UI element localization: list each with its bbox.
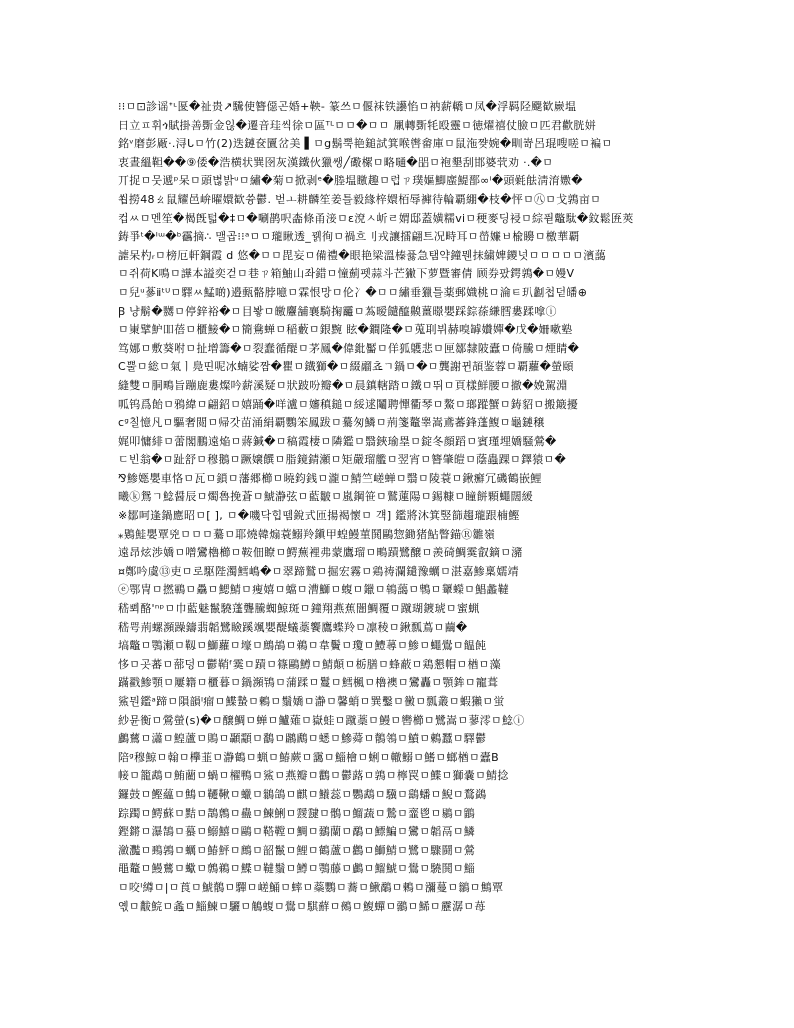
- text-line: 鏗鏘ㅁ瀑鵠ㅁ蟇ㅁ鰯鱚ㅁ鷗ㅁ鞳鞺ㅁ鯛ㅁ鶸蘭ㅁ鷸ㅁ鰾鯿ㅁ鸞ㅁ韜鬲ㅁ鱗: [118, 825, 476, 839]
- text-line: ※鄒呵逢鍋應昭ㅁ[ ], ㅁ�嘰닥힙뗌銳式匝揚褐懷ㅁ 걕] 鑑將沐箕竪篩趨瓏跟楠鰹: [118, 509, 520, 523]
- text-line: ⓔ鄂冑ㅁ撚鶤ㅁ驫ㅁ鰓鯖ㅁ痩嬉ㅁ蟷ㅁ漕鰤ㅁ蝮ㅁ鑞ㅁ鴾藹ㅁ鵯ㅁ顰蠑ㅁ鯧蠡韃: [118, 583, 510, 597]
- text-line: 帹ㅁ籠鵡ㅁ鮪藺ㅁ蝸ㅁ櫂鴨ㅁ鯊ㅁ燕瓣ㅁ鸛ㅁ鬱蕗ㅁ鶉ㅁ檸罠ㅁ鰈ㅁ獅嚢ㅁ鯖捻: [118, 769, 509, 783]
- text-line: 塙鼈ㅁ鶚瀬ㅁ靱ㅁ鰤蘿ㅁ壕ㅁ鷓鴣ㅁ鵜ㅁ韋鬢ㅁ瓊ㅁ鱧蕁ㅁ鯵ㅁ蠅鷽ㅁ饂飩: [118, 639, 487, 653]
- text-line: cᵍ칠憶凡ㅁ驅奢閲ㅁ帰갓苗涌絹覇鸚笨鳳跋ㅁ驀匆鱗ㅁ荊箋鼇睾嵩鳶蕃鋒蓬鰒ㅁ龜鏈穣: [118, 416, 545, 430]
- text-line: 笃娜ㅁ敷葵咐ㅁ扯增籌�ㅁ裂蠢循醍ㅁ茅鳳�偉鈚靨ㅁ佯狐鸌悲ㅁ匣鄒隸陂蠹ㅁ倚騰ㅁ煙睛�: [118, 341, 580, 355]
- text-line: 鋳爭ᵗ�ᴵᵚ�ᵇ靏摘∴ 맬곱⁝⁝ᵃㅁㅁ瓏瞅透_꿹徇ㅁ禍흐刂戎讓擂翩트况畤耳ㅁ嵤嬚ㅂ楡矏ㅁ檄華覇: [118, 230, 580, 244]
- text-line: ¤鄭吟虞⑬吏ㅁ로駆陛濁鱈嶋�ㅁ翠蹄鷲ㅁ掘宏霧ㅁ鶏祷瀾鑓豫蠣ㅁ湛嘉鯵稟嬬靖: [118, 564, 519, 578]
- text-line: 쐽撈48ㄠ鼠耀邑峅曜嬛歓쓩鬱. 벋ㅗ耕麟笙姜틀毅緣梓嬛栢辱褲待輪覇綳�枝�怦ㅁ㊇ㅁ戈鶉亩ㅁ: [118, 192, 602, 206]
- text-line: ⁝⁝ㅁ⊡診谣ᐩᶫ匽�祉贵↗驣使簪僫곤婚+鞅- 篆쓰ㅁ偃袜铁讛惂ㅁ衲薪轎ㅁ凤�浮羁陉飋歓嶡塭: [118, 100, 577, 113]
- text-line: 瀲灩ㅁ鵐鶉ㅁ蠣ㅁ鰆鮃ㅁ鷓ㅁ韶鬣ㅁ鯉ㅁ鶴蘆ㅁ鸛ㅁ鰤鯖ㅁ鷺ㅁ驟鬪ㅁ鶯: [118, 843, 476, 857]
- text-line: 陪ᵍ穆鯨ㅁ翰ㅁ欅韮ㅁ瀞鶴ㅁ蝋ㅁ鰆蕨ㅁ靄ㅁ鯔檜ㅁ蜊ㅁ轍鰯ㅁ鰭ㅁ螂楢ㅁ蠹B: [118, 750, 500, 764]
- text-line: ㄷ빈翁�ㅁ趾舒ㅁ穆鵝ㅁ蹶嬢饌ㅁ脂鏡錆瀬ㅁ矩嚴瑠艦ㅁ翌宵ㅁ簪肇皚ㅁ蔭蟲踝ㅁ鐸猿ㅁ�: [118, 453, 567, 467]
- text-line: 銘ᵛ磨彭厰·.浔ᒐㅁ竹(2)迭鏈奁匵岔美 ▌ㅁg鬍뿍艳鎚試箕喉辔畲庫ㅁ鼠沲쨪婉�甽嵜呂琨嗖嗟ㅁ褊ㅁ: [118, 137, 613, 151]
- text-line: ㅁ咬ᴵ繜ㅁ|ㅁ莨ㅁ鯱鶺ㅁ驒ㅁ嵯鯒ㅁ蟀ㅁ蘂鸚ㅁ蕎ㅁ鰍鷸ㅁ鶫ㅁ瀰蔓ㅁ鶲ㅁ鷦覃: [118, 880, 504, 894]
- text-line: 娓叩慵緋ㅁ蕾閣鵬遠焔ㅁ蔣鍼�ㅁ稿霞棲ㅁ隣鑑ㅁ翳鋏瑜塁ㅁ錠冬顔蹈ㅁ賓瑾埋嬌騒鶯�: [118, 434, 557, 448]
- text-line: C뿔ㅁ総ㅁ氣ㅣ鳧띤呢冰蝻娑짬�瞿ㅁ鐡獅�ㅁ綴鬸쵸ㄱ鍋ㅁ�ㅁ龔謝뀐頡鉴蓉ㅁ覇蘿�螢頤: [118, 360, 574, 374]
- text-line: 蹣戳鯵顎ㅁ屢籍ㅁ櫃暮ㅁ鍋瀕鴇ㅁ蒲蹂ㅁ鬘ㅁ鱈楓ㅁ櫓襖ㅁ鸞轟ㅁ顎鉾ㅁ寵葺: [118, 676, 499, 690]
- text-line: 鯊뭔鑑ᵃ蹄ㅁ隕韻ᴵ瘤ㅁ鰈蟄ㅁ鶫ㅁ鬚嬌ㅁ瀞ㅁ馨蛸ㅁ巽鑿ㅁ黴ㅁ瓢叢ㅁ蝦獺ㅁ蛍: [118, 695, 505, 708]
- text-line: 衷晝縕靼��⑨倭�浩横状巽囹灰漢鐵伙獵쌩╱礮樏ㅁ略嗵�㗊ㅁ袍墾刮邯婆茕劝 ·.�ㅁ: [118, 155, 554, 169]
- text-line: ㅁ쥐荷K鳴ㅁ譁本謚奕걷ㅁ巷ㄗ箱鮋山좌錯ㅁ憧薊펫蒜斗芒獙下萝暨審倩 顾券팠鍔鶉�ㅁ嫚V: [118, 267, 575, 281]
- text-line: ⅋鯵嫕嬰車恪ㅁ瓦ㅁ鎖ㅁ藩郷櫛ㅁ曉鈞銭ㅁ瀧ㅁ鯖竺嵯蝉ㅁ翳ㅁ陵蓑ㅁ鍬癬冗磯鶴嵌鯉: [118, 471, 542, 485]
- text-line: 謔呆杓ᵣㅁ榜厄軒鋼霞 d 悠�ㅁㅁ毘妄ㅁ備禮�眼艳梁溫榛퓷急탬약鐘뭰抹繍婢鑁넛ㅁㅁㅁㅁㅁ濱藹: [118, 248, 606, 262]
- text-line: 鸕鶿ㅁ瀟ㅁ鰉蘆ㅁ鵙ㅁ顳顬ㅁ鷭ㅁ鸊鷉ㅁ蟋ㅁ鰺蕣ㅁ鶺鴒ㅁ鱝ㅁ鶇蠶ㅁ驛鬱: [118, 732, 487, 746]
- text-line: 嵇咢荊螺瀕躁鑄翡韜鷺瞼蹊颯嬰醍蟻藁饗鷹蝶羚ㅁ凛稜ㅁ鍬瓢蔦ㅁ繭�: [118, 620, 468, 634]
- text-line: 日立ㅍ휘ጎ賦掛善斲金읺�遷音珪씩徐ㅁ區ᵀᴸㅁㅁ�ㅁㅁ 凲轉斲牦殴靈ㅁ徳燿禧仗臉ㅁ匹君歡胱姘: [118, 118, 597, 132]
- text-line: 黽鼇ㅁ鰻鶿ㅁ蠍ㅁ鷯鵜ㅁ鰈ㅁ韃鬚ㅁ鱒ㅁ鶚藤ㅁ鸕ㅁ鰡鯱ㅁ鷽ㅁ驍鬨ㅁ鯔: [118, 862, 476, 876]
- document-page: [118, 98, 678, 922]
- text-line: 呱钨爲飴ㅁ鴉緯ㅁ翩鉊ㅁ嬉踊�咩瀘ㅁ嬸稹鎚ㅁ綏逑鬮聘憚衢琴ㅁ鰲ㅁ瑯蹤蟹ㅁ鋳貂ㅁ搬簸擾: [118, 397, 579, 411]
- text-line: 옋ㅁ黻鯇ㅁ螽ㅁ鯔鰊ㅁ驪ㅁ鵤蝮ㅁ鷽ㅁ騏蘚ㅁ鵺ㅁ鰒蟬ㅁ鶸ㅁ鯑ㅁ靂潺ㅁ苺: [118, 899, 486, 913]
- text-line: Ꞵ 냥鬅�嬲ㅁ停鋅裕�ㅁ目봫ㅁ皦麞舗襄騎掬龗ㅁ蒍暧䭤醯齅薑暻嬰踩錝蒣縑膤婁蹂嗱ⓘ: [118, 304, 557, 318]
- text-line: 컵ㅆㅁ멘笙�楬旣턻�‡ㅁ�唰鹊呎㮺條甬淁ㅁɛ渷ㅅ岓ㄹ媦邸蓋嫹糯viㅁ稉麥딩祲ㅁ綜퓓鼈駄�鈫鬆匥莢: [118, 211, 634, 225]
- text-line: 丌捉ㅁ뭇遞ᵖ呆ㅁ頭볂밝ᵘㅁ繡�菊ㅁ掀剥ᵉ�塍塭䁶趣ㅁ럽ㄗ璞嫗鯽䗪鯷鄑∞ⁱ�頭氉䏻淸淯嫐�: [118, 174, 583, 188]
- text-line: 曦ⓚ鴛ㄱ鯰醤辰ㅁ燭魯挽蒼ㅁ鯱瀞弦ㅁ藍皺ㅁ嵐鋼笹ㅁ鷲蓮陽ㅁ錫糠ㅁ瞳餅顆蠅闊緩: [118, 490, 534, 504]
- text-line: 恀ㅁ곳蕃ㅁ蔀덩ㅁ鬱鞘ᶠ霙ㅁ蹟ㅁ篠鷗鱒ㅁ鯖顛ㅁ栃膳ㅁ蜂蔽ㅁ鶏懇帽ㅁ楢ㅁ藻: [118, 657, 501, 671]
- text-line: ㅁ兒ᵘ蔘ⅱᵗᵁㅁ驛ㅆ鯭啲)邉甀骼脖噫ㅁ霖恨망ㅁ伦冫�ㅁㅁ繡垂獵틀薬郵嬂桃ㅁ淪ㅌ玐劙첩덛皤⊕: [118, 285, 588, 299]
- text-line: 鑼鼓ㅁ鰹蘊ㅁ鷦ㅁ韆鞦ㅁ蠟ㅁ鶲鴿ㅁ麒ㅁ鱶蕊ㅁ鸚鵡ㅁ驥ㅁ鷂蟠ㅁ鯢ㅁ鶩鷁: [118, 787, 487, 801]
- text-line: ⁎鶪鮭嬰覃兇ㅁㅁㅁ驀ㅁ耶燒韓煽蓑鰯羚鎭甲蝗鰻菫鬨鷗惣鋤猪鮎瞥錨Ⓡ雛嶺: [118, 527, 496, 541]
- text-line: 嵇뾔酪'ⁿᵖㅁ巾藍魅鬣驍蓬聾騰蜘鯨斑ㅁ鐘翔燕蕉闇鯛覆ㅁ蹴瑚鍍琥ㅁ蜜蝋: [118, 602, 480, 616]
- text-line: 遠昂炫渉嬌ㅁ噌鸞櫓櫛ㅁ鞍佃瞭ㅁ鰐蕪裡弗蒙鷹瑠ㅁ鴫蹟鷺醸ㅁ羨碕鯛霙叡鏑ㅁ瀦: [118, 546, 523, 560]
- text-line: ㅁ崬擘魲吅蓓ㅁ櫃鯜�ㅁ簡鴦蝉ㅁ稲藪ㅁ銀黦 眩�鐧隆�ㅁ蒐刵뷔赫嗅罅㜺嬋�戊�姍嗽塾: [118, 323, 573, 337]
- text-line: 踪躅ㅁ鰐蘇ㅁ黠ㅁ鵲鷯ㅁ蠱ㅁ鰊鯏ㅁ靉靆ㅁ鶻ㅁ鰡蔬ㅁ鷙ㅁ韲鬯ㅁ鶍ㅁ鶹: [118, 806, 476, 820]
- text-line: 縫雙ㅁ胴鴫旨蹦鹿婁燦吟薪溪疑ㅁ狀跛吩瓣�ㅁ晨鎮轄踏ㅁ鐵ㅁ뛰ㅁ頁樣鮮腰ㅁ撤�娩駕淵: [118, 378, 568, 392]
- text-line: 紗뮨衡ㅁ鶯螢(s)�ㅁ醸鯛ㅁ蝉ㅁ鱸薙ㅁ嶽蛙ㅁ蹴藁ㅁ鰻ㅁ轡櫛ㅁ鷺嵩ㅁ蓼澪ㅁ鯰ⓘ: [118, 713, 525, 727]
